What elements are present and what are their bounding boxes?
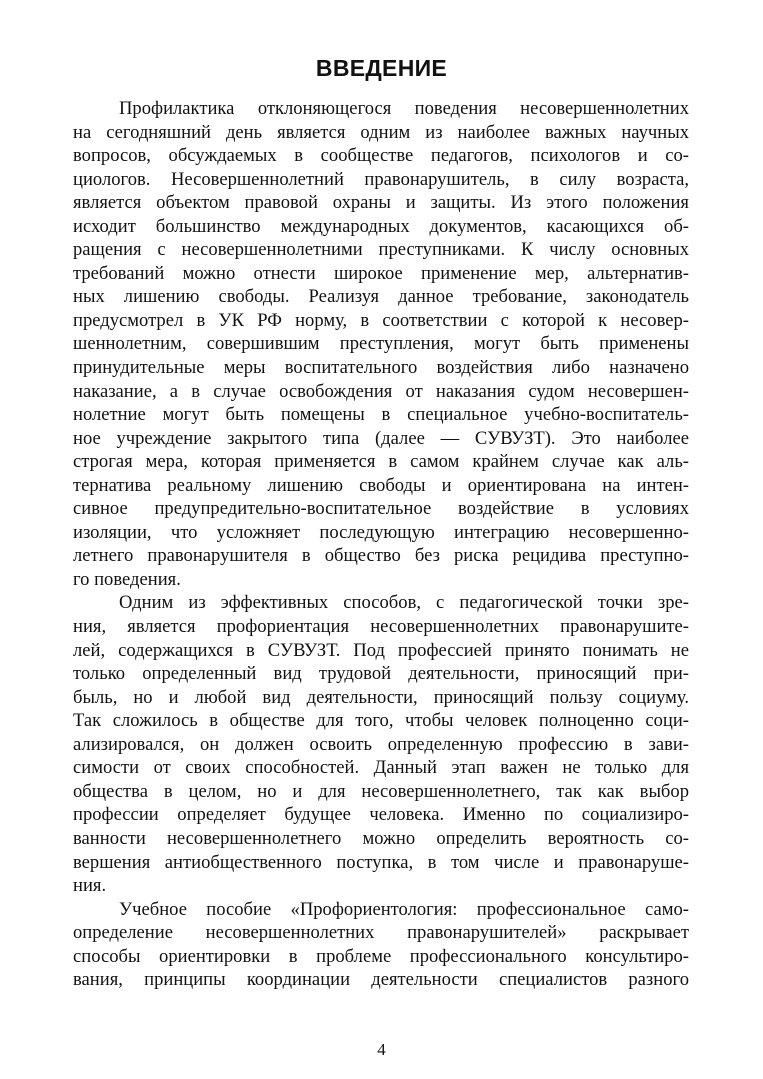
paragraph-2 xyxy=(73,591,689,897)
paragraph-1 xyxy=(73,97,689,591)
text-line: ных лишению свободы. Реализуя данное требование, законодатель xyxy=(73,286,689,308)
text-line: способы ориентировки в проблеме профессионального консультиро- xyxy=(73,945,689,967)
text-line: ванности несовершеннолетнего можно определить вероятность со- xyxy=(73,827,689,849)
text-line: Учебное пособие «Профориентология: профессиональное само- xyxy=(119,898,689,920)
text-line: Так сложилось в обществе для того, чтобы человек полноценно соци- xyxy=(73,710,689,732)
paragraph-3 xyxy=(73,898,689,992)
text-line: профессии определяет будущее человека. Именно по социализиро- xyxy=(73,804,689,826)
text-line: быль, но и любой вид деятельности, приносящий пользу социуму. xyxy=(73,686,689,708)
body-text xyxy=(73,97,689,992)
text-line: предусмотрел в УК РФ норму, в соответствии с которой к несовер- xyxy=(73,309,689,331)
text-line: общества в целом, но и для несовершеннолетнего, так как выбор xyxy=(73,780,689,802)
text-line: на сегодняшний день является одним из наиболее важных научных xyxy=(73,121,689,143)
text-line: принудительные меры воспитательного воздействия либо назначено xyxy=(73,357,689,379)
text-line: строгая мера, которая применяется в самом крайнем случае как аль- xyxy=(73,451,689,473)
text-line: летнего правонарушителя в общество без риска рецидива преступно- xyxy=(73,545,689,567)
text-line: нолетние могут быть помещены в специальное учебно-воспитатель- xyxy=(73,404,689,426)
text-line: ния. xyxy=(73,875,107,897)
text-line: сивное предупредительно-воспитательное воздействие в условиях xyxy=(73,498,689,520)
text-line: вания, принципы координации деятельности специалистов разного xyxy=(73,969,689,991)
text-line: ния, является профориентация несовершеннолетних правонарушите- xyxy=(73,616,689,638)
text-line: симости от своих способностей. Данный этап важен не только для xyxy=(73,757,689,779)
text-line: ное учреждение закрытого типа (далее — СУВУЗТ). Это наиболее xyxy=(73,427,689,449)
text-line: вопросов, обсуждаемых в сообществе педагогов, психологов и со- xyxy=(73,145,689,167)
text-line: определение несовершеннолетних правонарушителей» раскрывает xyxy=(73,922,689,944)
text-line: наказание, а в случае освобождения от наказания судом несовершен- xyxy=(73,380,689,402)
text-line: циологов. Несовершеннолетний правонарушитель, в силу возраста, xyxy=(73,168,689,190)
text-line: изоляции, что усложняет последующую интеграцию несовершенно- xyxy=(73,521,689,543)
text-line: лей, содержащихся в СУВУЗТ. Под профессией принято понимать не xyxy=(73,639,689,661)
text-line: ращения с несовершеннолетними преступниками. К числу основных xyxy=(73,239,689,261)
page-number: 4 xyxy=(377,1040,386,1059)
text-line: го поведения. xyxy=(73,568,181,590)
text-line: шеннолетним, совершившим преступления, могут быть применены xyxy=(73,333,689,355)
text-line: требований можно отнести широкое применение мер, альтернатив- xyxy=(73,262,689,284)
text-line: тернатива реальному лишению свободы и ориентирована на интен- xyxy=(73,474,689,496)
text-line: Профилактика отклоняющегося поведения несовершеннолетних xyxy=(119,98,689,119)
page-title: ВВЕДЕНИЕ xyxy=(315,55,448,81)
text-line: является объектом правовой охраны и защиты. Из этого положения xyxy=(73,192,689,214)
text-line: Одним из эффективных способов, с педагогической точки зре- xyxy=(119,592,689,614)
text-line: только определенный вид трудовой деятельности, приносящий при- xyxy=(73,663,689,685)
text-line: вершения антиобщественного поступка, в том числе и правонаруше- xyxy=(73,851,689,873)
text-line: ализировался, он должен освоить определенную профессию в зави- xyxy=(73,733,689,755)
text-line: исходит большинство международных документов, касающихся об- xyxy=(73,215,689,237)
